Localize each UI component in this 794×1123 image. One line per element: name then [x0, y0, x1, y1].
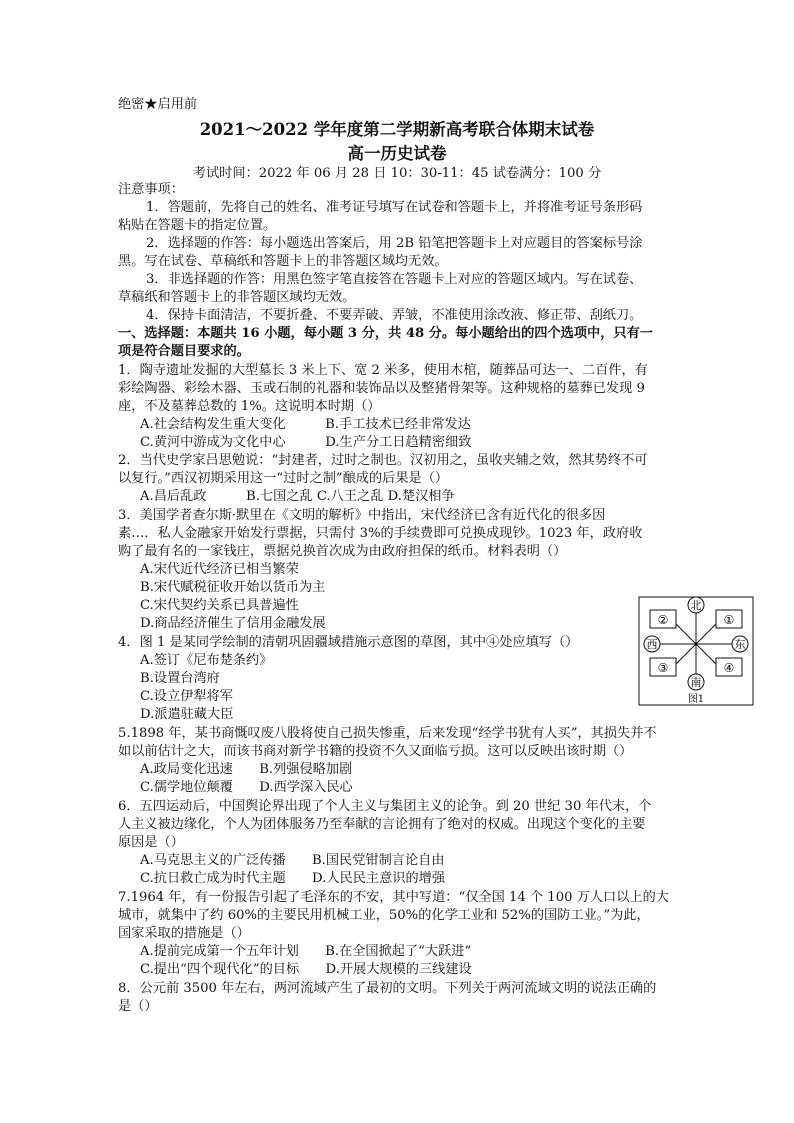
notice-line: 草稿纸和答题卡上的非答题区域均无效。	[118, 290, 356, 305]
notice-line: 3．非选择题的作答：用黑色签字笔直接答在答题卡上对应的答题区域内。写在试卷、	[146, 272, 643, 287]
box-4-label: ④	[723, 661, 735, 675]
box-1-label: ①	[723, 613, 735, 627]
notice-line: 1．答题前，先将自己的姓名、准考证号填写在试卷和答题卡上，并将准考证号条形码	[146, 200, 643, 215]
question-3-option: D.商品经济催生了信用金融发展	[140, 616, 326, 631]
question-4-option: B.设置台湾府	[140, 671, 220, 686]
notice-line: 2．选择题的作答：每小题选出答案后，用 2B 铅笔把答题卡上对应题目的答案标号涂	[146, 236, 643, 251]
east-label: 东	[734, 638, 746, 651]
question-7-text: 城市，就集中了约 60%的主要民用机械工业，50%的化学工业和 52%的国防工业。”为此，	[118, 908, 650, 923]
exam-subtitle: 高一历史试卷	[347, 144, 447, 163]
question-6-option: C.抗日救亡成为时代主题 D.人民民主意识的增强	[140, 871, 446, 886]
question-5-option: A.政局变化迅速 B.列强侵略加剧	[140, 762, 353, 777]
question-7-text: 国家采取的措施是（）	[118, 926, 250, 941]
question-2-option: A.昌后乱政 B.七国之乱 C.八王之乱 D.楚汉相争	[140, 489, 455, 504]
question-1-text: 1．陶寺遗址发掘的大型墓长 3 米上下、宽 2 米多，使用木棺，随葬品可达一、二百件，有	[118, 363, 648, 378]
question-7-text: 7.1964 年，有一份报告引起了毛泽东的不安，其中写道：“仅全国 14 个 100 万人口以上的大	[118, 890, 669, 905]
figure-caption: 图1	[687, 694, 705, 705]
figure-1-diagram	[638, 596, 754, 706]
question-6-option: A.马克思主义的广泛传播 B.国民党钳制言论自由	[140, 853, 445, 868]
question-3-option: B.宋代赋税征收开始以货币为主	[140, 580, 326, 595]
box-2-label: ②	[657, 613, 669, 627]
question-5-text: 如以前估计之大，而该书商对新学书籍的投资不久又面临亏损。这可以反映出该时期（）	[118, 744, 633, 759]
question-5-option: C.儒学地位颠覆 D.西学深入民心	[140, 780, 353, 795]
question-1-text: 彩绘陶器、彩绘木器、玉或石制的礼器和装饰品以及整猪骨架等。这种规格的墓葬已发现 9	[118, 381, 645, 396]
west-label: 西	[646, 638, 658, 651]
question-6-text: 原因是（）	[118, 835, 184, 850]
question-3-text: 3．美国学者查尔斯·默里在《文明的解析》中指出，宋代经济已含有近代化的很多因	[118, 508, 606, 523]
box-3-label: ③	[657, 661, 669, 675]
question-4-option: C.设立伊犁将军	[140, 689, 233, 704]
question-5-text: 5.1898 年，某书商慨叹废八股将使自己损失惨重，后来发现“经学书犹有人买”，其损失并不	[118, 726, 657, 741]
notice-line: 黑。写在试卷、草稿纸和答题卡上的非答题区域均无效。	[118, 254, 448, 269]
question-1-option: C.黄河中游成为文化中心 D.生产分工日趋精密细致	[140, 435, 472, 450]
question-2-text: 以复行。”西汉初期采用这一“过时之制”酿成的后果是（）	[118, 471, 449, 486]
notice-line: 粘贴在答题卡的指定位置。	[118, 218, 277, 233]
question-1-option: A.社会结构发生重大变化 B.手工技术已经非常发达	[140, 417, 471, 432]
north-label: 北	[690, 599, 702, 612]
secret-label: 绝密★启用前	[118, 97, 198, 112]
exam-title: 2021～2022 学年度第二学期新高考联合体期末试卷	[199, 120, 595, 139]
section-heading: 项是符合题目要求的。	[118, 344, 250, 359]
question-6-text: 6．五四运动后，中国舆论界出现了个人主义与集团主义的论争。到 20 世纪 30 年代末，个	[118, 799, 652, 814]
question-1-text: 座，不及墓葬总数的 1%。这说明本时期（）	[118, 399, 381, 414]
south-label: 南	[690, 676, 702, 689]
question-8-text: 是（）	[118, 999, 158, 1014]
question-3-option: C.宋代契约关系已具普遍性	[140, 598, 299, 613]
question-7-option: A.提前完成第一个五年计划 B.在全国掀起了“大跃进”	[140, 944, 472, 959]
notice-heading: 注意事项：	[118, 182, 184, 197]
question-7-option: C.提出“四个现代化”的目标 D.开展大规模的三线建设	[140, 962, 472, 977]
question-4-option: D.派遣驻藏大臣	[140, 707, 234, 722]
question-3-text: 素…．私人金融家开始发行票据，只需付 3%的手续费即可兑换成现钞。1023 年，政府收	[118, 526, 643, 541]
question-3-text: 购了最有名的一家钱庄，票据兑换首次成为由政府担保的纸币。材料表明（）	[118, 544, 567, 559]
section-heading: 一、选择题：本题共 16 小题，每小题 3 分，共 48 分。每小题给出的四个选项中，只有一	[118, 326, 653, 341]
notice-line: 4．保持卡面清洁，不要折叠、不要弄破、弄皱，不准使用涂改液、修正带、刮纸刀。	[146, 308, 643, 323]
question-3-option: A.宋代近代经济已相当繁荣	[140, 562, 299, 577]
question-6-text: 人主义被边缘化，个人为团体服务乃至奉献的言论拥有了绝对的权威。出现这个变化的主要	[118, 817, 646, 832]
question-4-option: A.签订《尼布楚条约》	[140, 653, 273, 668]
question-2-text: 2．当代史学家吕思勉说：“封建者，过时之制也。汉初用之，虽收夹辅之效，然其势终不可	[118, 453, 648, 468]
question-4-text: 4．图 1 是某同学绘制的清朝巩固疆域措施示意图的草图，其中④处应填写（）	[118, 635, 579, 650]
exam-info: 考试时间：2022 年 06 月 28 日 10：30-11：45 试卷满分：100 分	[192, 166, 602, 181]
question-8-text: 8．公元前 3500 年左右，两河流域产生了最初的文明。下列关于两河流域文明的说法正确的	[118, 981, 657, 996]
